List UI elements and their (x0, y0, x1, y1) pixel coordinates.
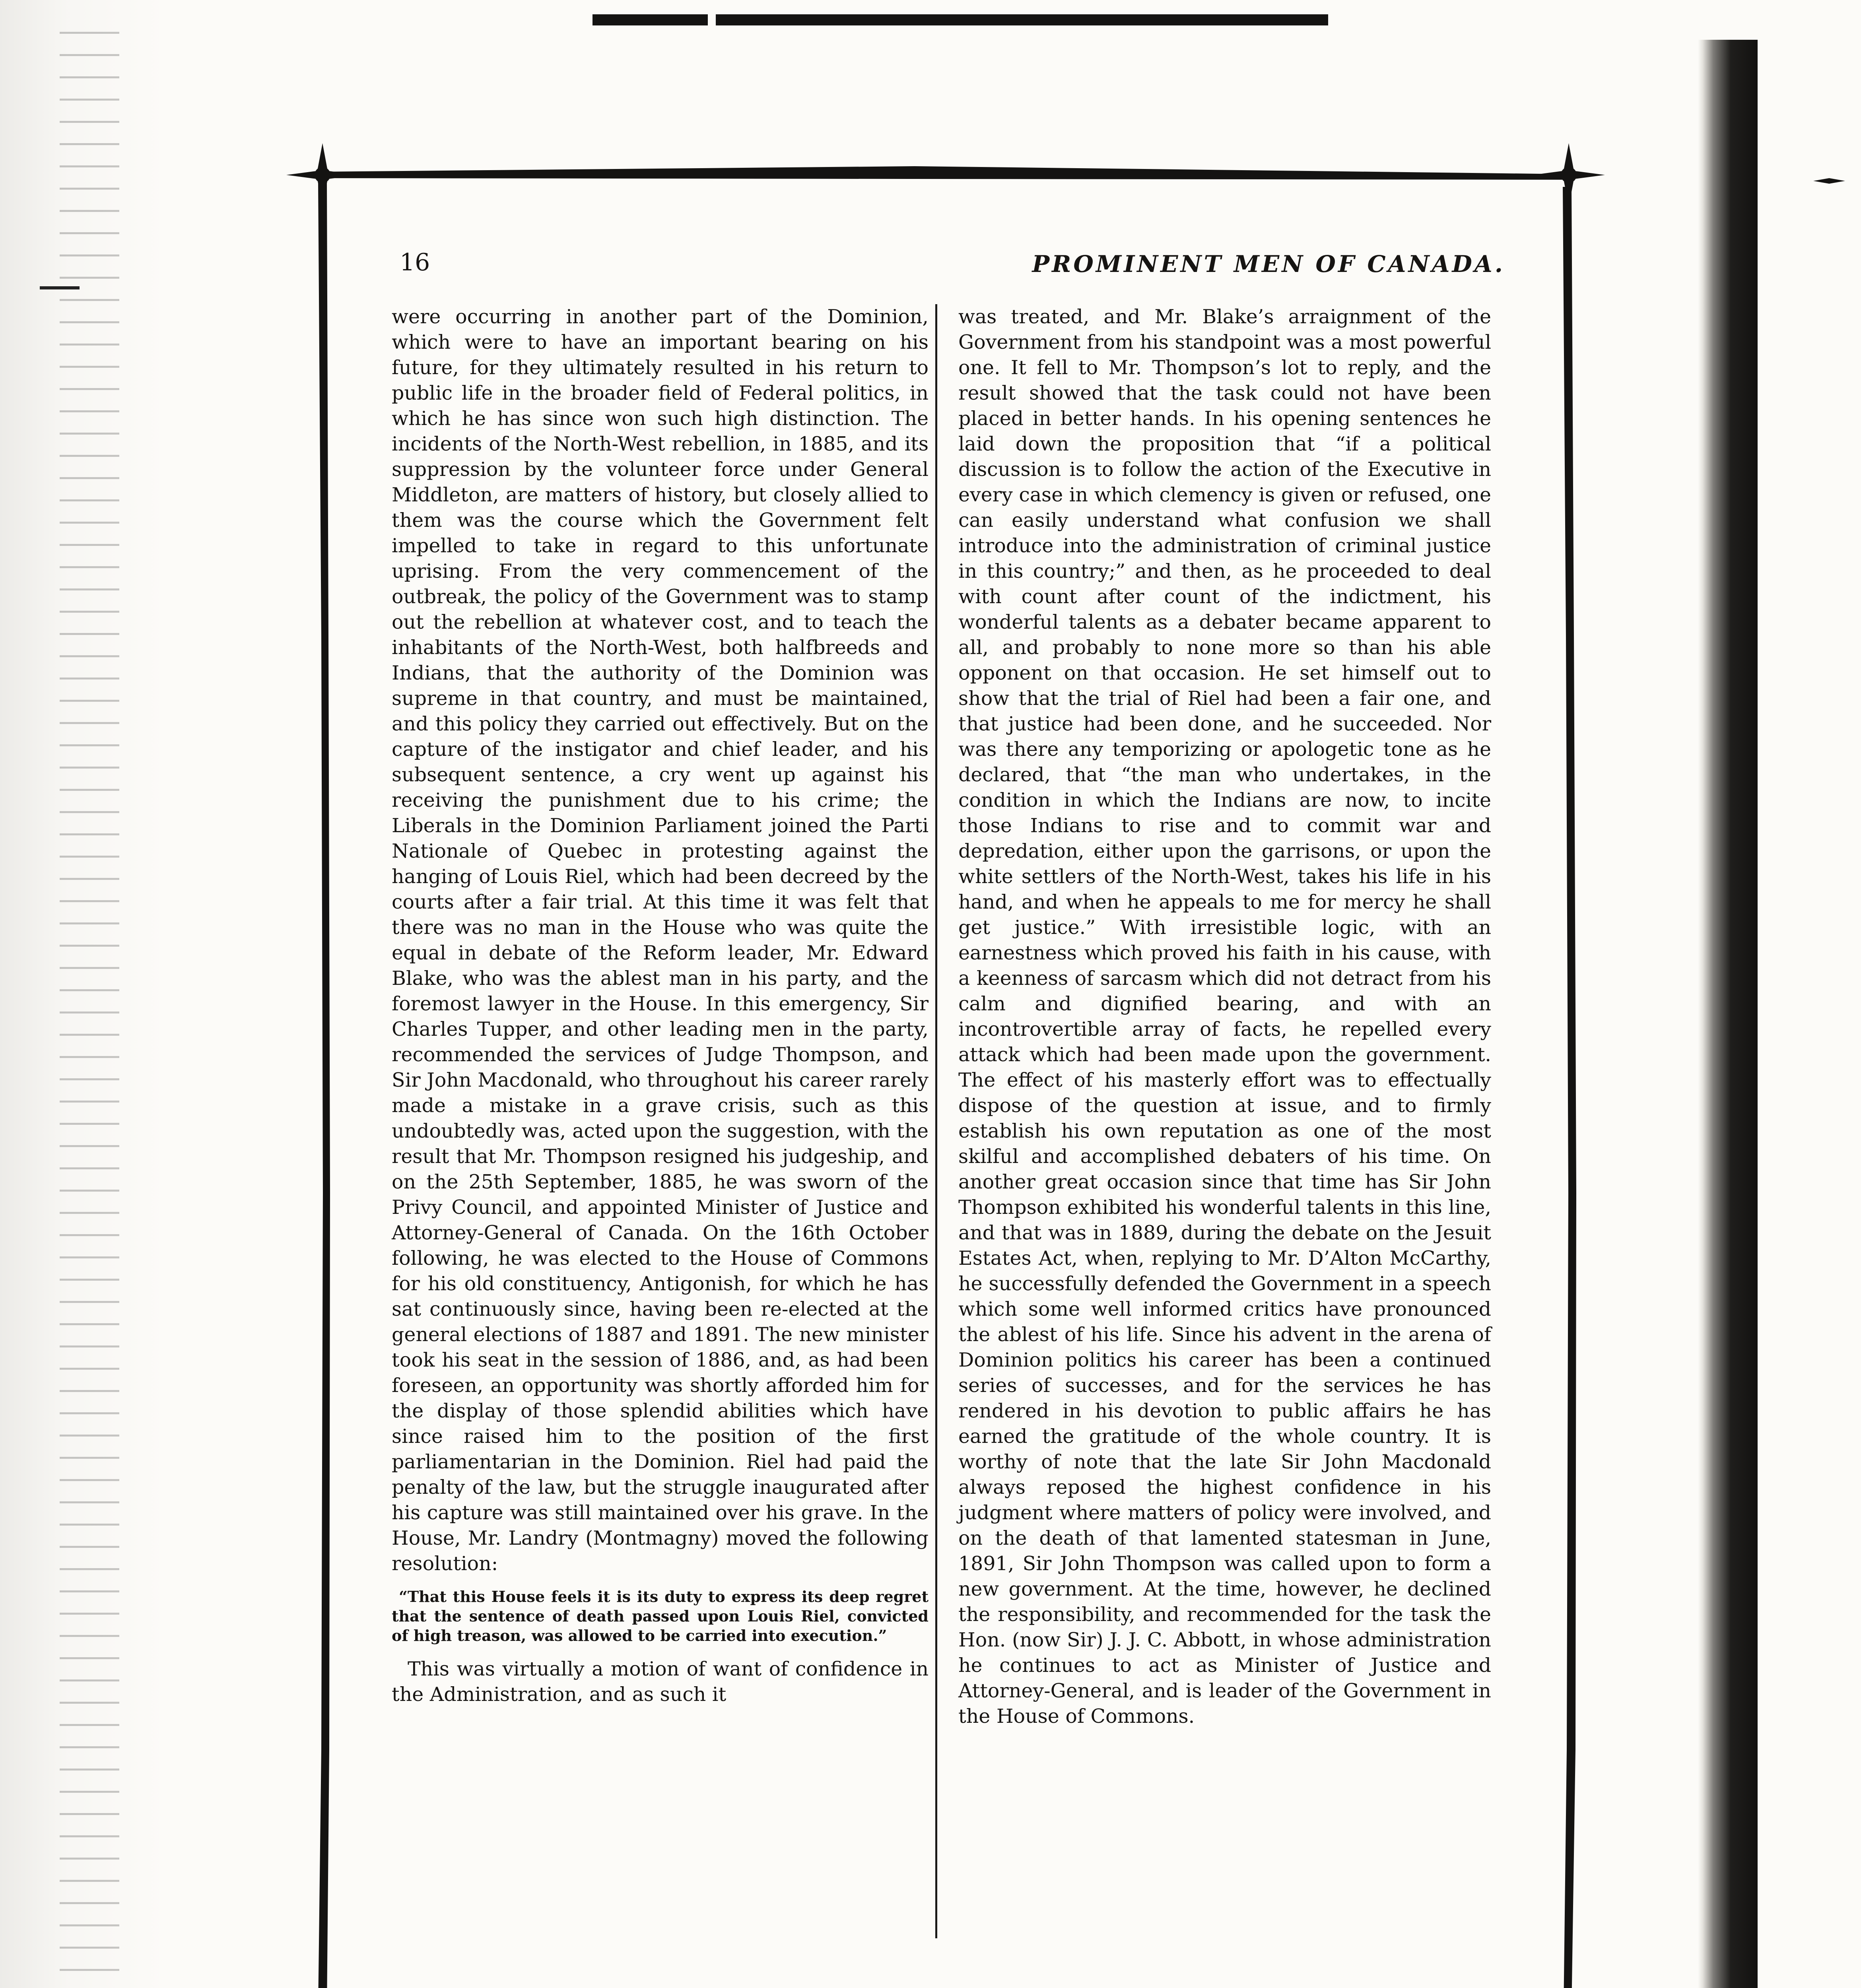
margin-mark (40, 286, 80, 289)
top-bar-right (716, 14, 1328, 25)
right-border-rule (1563, 187, 1576, 1988)
left-column-paragraph: were occurring in another part of the Dominion, which were to have an important bearing on his future, for they ultimately resulted in his return to public life in the broader field of Federal politics, in which he has since won such high distinction. The incidents of the North-West rebellion, in 1885, and its suppression by the volunteer force under General Middleton, are matters of history, but closely allied to them was the course which the Government felt impelled to take in regard to this unfortunate uprising. From the very commencement of the outbreak, the policy of the Government was to stamp out the rebellion at whatever cost, and to teach the inhabitants of the North-West, both halfbreeds and Indians, that the authority of the Dominion was supreme in that country, and must be maintained, and this policy they carried out effectively. But on the capture of the instigator and chief leader, and his subsequent sentence, a cry went up against his receiving the punishment due to his crime; the Liberals in the Dominion Parliament joined the Parti Nationale of Quebec in protesting against the hanging of Louis Riel, which had been decreed by the courts after a fair trial. At this time it was felt that there was no man in the House who was quite the equal in debate of the Reform leader, Mr. Edward Blake, who was the ablest man in his party, and the foremost lawyer in the House. In this emergency, Sir Charles Tupper, and other leading men in the party, recommended the services of Judge Thompson, and Sir John Macdonald, who throughout his career rarely made a mistake in a grave crisis, such as this undoubtedly was, acted upon the suggestion, with the result that Mr. Thompson resigned his judgeship, and on the 25th September, 1885, he was sworn of the Privy Council, and appointed Minister of Justice and Attorney-General of Canada. On the 16th October following, he was elected to the House of Commons for his old constituency, Antigonish, for which he has sat continuously since, having been re-elected at the general elections of 1887 and 1891. The new minister took his seat in the session of 1886, and, as had been foreseen, an opportunity was shortly afforded him for the display of those splendid abilities which have since raised him to the position of the first parliamentarian in the Dominion. Riel had paid the penalty of the law, but the struggle inaugurated after his capture was still maintained over his grave. In the House, Mr. Landry (Montmagny) moved the following resolution: (392, 305, 929, 1575)
facing-page-mark-top (1813, 178, 1845, 184)
page-edge-marks (60, 32, 119, 1988)
page-header (400, 247, 1505, 282)
corner-ornament-top-right (1533, 143, 1605, 207)
corner-ornament-bottom-right (1533, 1984, 1605, 1988)
left-column (392, 304, 929, 1707)
left-column-closing-paragraph: This was virtually a motion of want of confidence in the Administration, and as such it (392, 1658, 929, 1706)
running-title: PROMINENT MEN OF CANADA. (1032, 250, 1505, 278)
corner-ornament-top-left (286, 143, 359, 207)
page-number: 16 (400, 248, 430, 276)
corner-ornament-bottom-left (286, 1982, 359, 1988)
column-divider (935, 304, 937, 1938)
top-border-rule (318, 166, 1571, 180)
right-column (958, 304, 1491, 1729)
resolution-quote: “That this House feels it is its duty to express its deep regret that the sentence of death passed upon Louis Riel, convicted of high treason, was allowed to be carried into execution.” (392, 1588, 929, 1644)
right-column-paragraph: was treated, and Mr. Blake’s arraignment of the Government from his standpoint was a most powerful one. It fell to Mr. Thompson’s lot to reply, and the result showed that the task could not have been placed in better hands. In his opening sentences he laid down the proposition that “if a political discussion is to follow the action of the Executive in every case in which clemency is given or refused, one can easily understand what confusion we shall introduce into the administration of criminal justice in this country;” and then, as he proceeded to deal with count after count of the indictment, his wonderful talents as a debater became apparent to all, and probably to none more so than his able opponent on that occasion. He set himself out to show that the trial of Riel had been a fair one, and that justice had been done, and he succeeded. Nor was there any temporizing or apologetic tone as he declared, that “the man who undertakes, in the condition in which the Indians are now, to incite those Indians to rise and to commit war and depredation, either upon the garrisons, or upon the white settlers of the North-West, takes his life in his hand, and when he appeals to me for mercy he shall get justice.” With irresistible logic, with an earnestness which proved his faith in his cause, with a keenness of sarcasm which did not detract from his calm and dignified bearing, and with an incontrovertible array of facts, he repelled every attack which had been made upon the government. The effect of his masterly effort was to effectually dispose of the question at issue, and to firmly establish his own reputation as one of the most skilful and accomplished debaters of his time. On another great occasion since that time has Sir John Thompson exhibited his wonderful talents in this line, and that was in 1889, during the debate on the Jesuit Estates Act, when, replying to Mr. D’Alton McCarthy, he successfully defended the Government in a speech which some well informed critics have pronounced the ablest of his life. Since his advent in the arena of Dominion politics his career has been a continued series of successes, and for the services he has rendered in his devotion to public affairs he has earned the gratitude of the whole country. It is worthy of note that the late Sir John Macdonald always reposed the highest confidence in his judgment where matters of policy were involved, and on the death of that lamented statesman in June, 1891, Sir John Thompson was called upon to form a new government. At the time, however, he declined the responsibility, and recommended for the task the Hon. (now Sir) J. J. C. Abbott, in whose administration he continues to act as Minister of Justice and Attorney-General, and is leader of the Government in the House of Commons. (958, 305, 1491, 1728)
book-spine-shadow (1698, 40, 1758, 1988)
left-border-rule (318, 183, 330, 1988)
top-bar-left (592, 14, 708, 25)
